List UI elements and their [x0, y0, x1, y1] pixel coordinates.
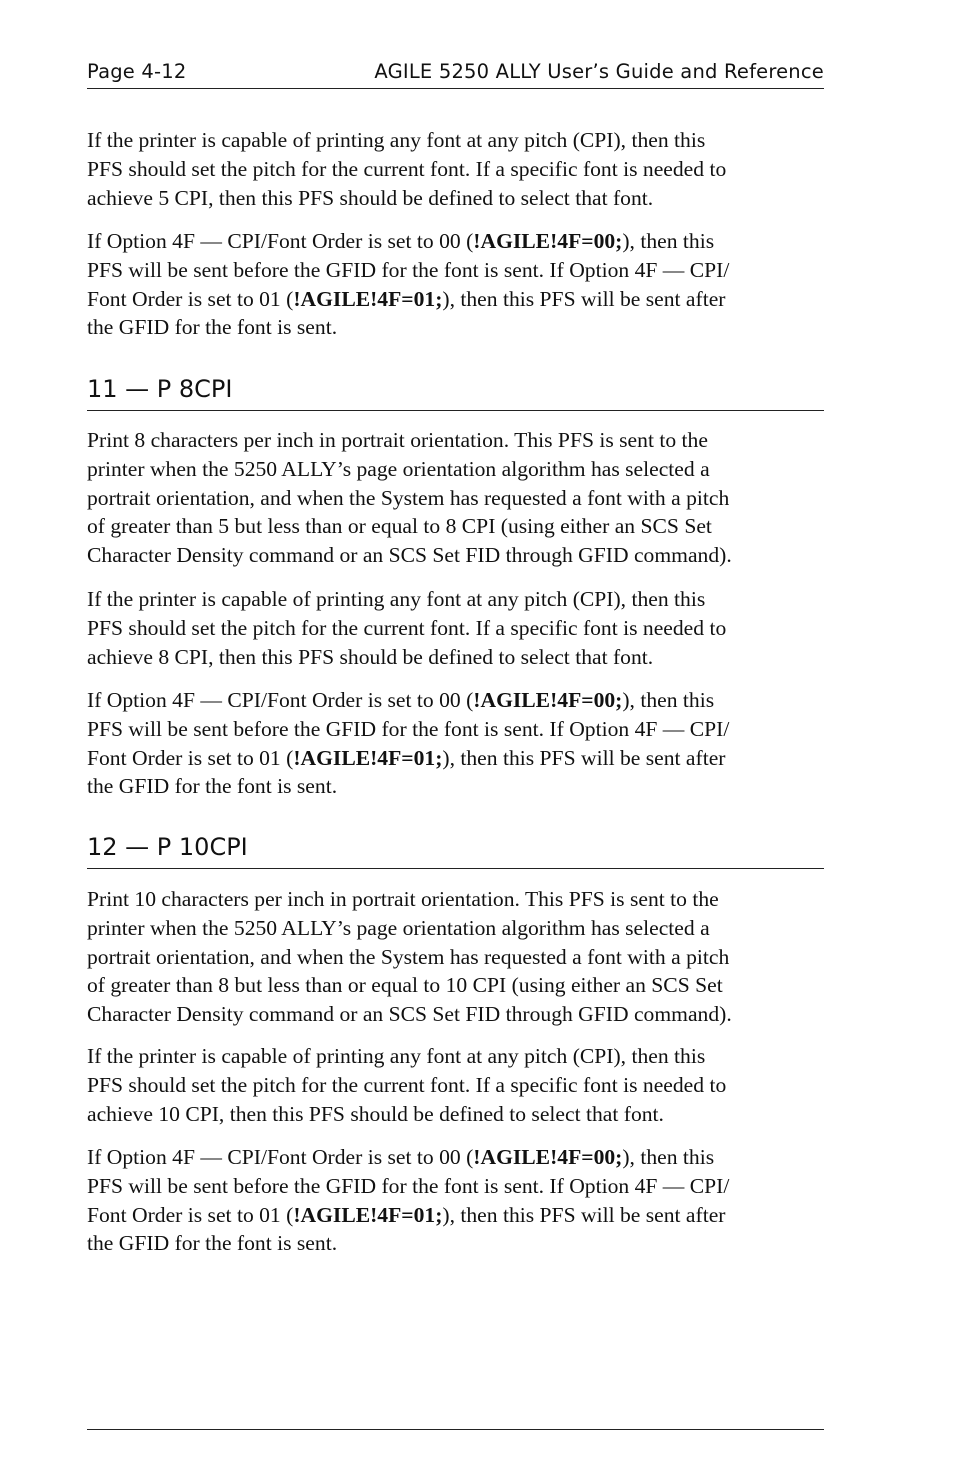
footer-rule: [87, 1429, 824, 1430]
section-12-order: [87, 1143, 824, 1258]
document-title: AGILE 5250 ALLY User’s Guide and Reference: [374, 60, 824, 83]
running-header: [87, 58, 824, 89]
command-code: !AGILE!4F=00;: [473, 1145, 623, 1169]
command-code: !AGILE!4F=01;: [293, 286, 443, 311]
section-12-description: [87, 885, 824, 1029]
paragraph: If the printer is capable of printing any font at any pitch (CPI), then this PFS should set the pitch for the current font. If a specific font is needed to achieve 5 CPI, then this PFS should be defined to select that font.: [87, 128, 727, 210]
section-11-order: [87, 686, 824, 801]
command-code: !AGILE!4F=01;: [293, 745, 443, 770]
paragraph: Print 10 characters per inch in portrait orientation. This PFS is sent to the printer when the 5250 ALLY’s page orientation algorithm has selected a portrait orientation, and when the System has requested a font with a pitch of greater than 8 but less than or equal to 10 CPI (using either an SCS Set Character Density command or an SCS Set FID through GFID command).: [87, 887, 732, 1027]
paragraph: If Option 4F — CPI/Font Order is set to 00 (!AGILE!4F=00;), then this PFS will be sent before the GFID for the font is sent. If Option 4F — CPI/ Font Order is set to 01 (!AGILE!4F=01;), then this PFS will be sent after the GFID for the font is sent.: [87, 688, 730, 799]
paragraph: Print 8 characters per inch in portrait orientation. This PFS is sent to the printer when the 5250 ALLY’s page orientation algorithm has selected a portrait orientation, and when the System has requested a font with a pitch of greater than 5 but less than or equal to 8 CPI (using either an SCS Set Character Density command or an SCS Set FID through GFID command).: [87, 428, 732, 568]
page-number: Page 4-12: [87, 60, 187, 83]
continuation-paragraph-pitch: [87, 126, 824, 212]
section-heading-11: 11 — P 8CPI: [87, 374, 824, 411]
section-11-pitch: [87, 585, 824, 671]
section-12-pitch: [87, 1042, 824, 1128]
section-heading-12: 12 — P 10CPI: [87, 832, 824, 869]
paragraph: If the printer is capable of printing any font at any pitch (CPI), then this PFS should set the pitch for the current font. If a specific font is needed to achieve 10 CPI, then this PFS should be defined to select that font.: [87, 1044, 727, 1126]
paragraph: If Option 4F — CPI/Font Order is set to 00 (!AGILE!4F=00;), then this PFS will be sent before the GFID for the font is sent. If Option 4F — CPI/ Font Order is set to 01 (!AGILE!4F=01;), then this PFS will be sent after the GFID for the font is sent.: [87, 1145, 730, 1256]
continuation-paragraph-order: [87, 227, 824, 342]
command-code: !AGILE!4F=00;: [473, 229, 623, 253]
paragraph: If the printer is capable of printing any font at any pitch (CPI), then this PFS should set the pitch for the current font. If a specific font is needed to achieve 8 CPI, then this PFS should be defined to select that font.: [87, 587, 727, 669]
paragraph: If Option 4F — CPI/Font Order is set to 00 (!AGILE!4F=00;), then this PFS will be sent before the GFID for the font is sent. If Option 4F — CPI/ Font Order is set to 01 (!AGILE!4F=01;), then this PFS will be sent after the GFID for the font is sent.: [87, 229, 730, 340]
command-code: !AGILE!4F=01;: [293, 1202, 443, 1227]
command-code: !AGILE!4F=00;: [473, 688, 623, 712]
section-11-description: [87, 426, 824, 570]
